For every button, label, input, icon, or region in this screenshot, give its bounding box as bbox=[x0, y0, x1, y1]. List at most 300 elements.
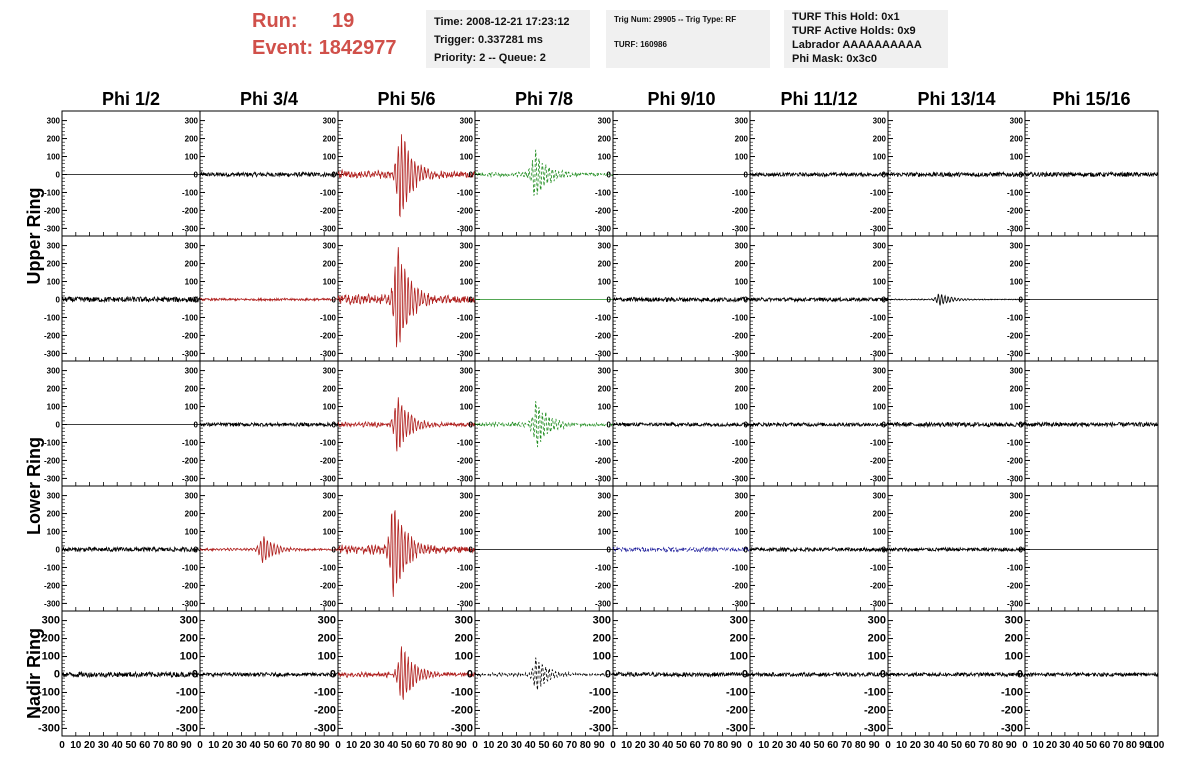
y-tick-label: -300 bbox=[594, 474, 611, 484]
y-tick-label: -300 bbox=[1006, 474, 1023, 484]
y-tick-label: -100 bbox=[181, 313, 198, 323]
y-tick-label: 200 bbox=[734, 134, 748, 144]
y-tick-label: -200 bbox=[313, 704, 336, 717]
y-tick-label: -200 bbox=[181, 206, 198, 216]
x-tick-label: 20 bbox=[84, 740, 96, 751]
x-tick-label: 60 bbox=[552, 740, 564, 751]
x-tick-label: 70 bbox=[566, 740, 578, 751]
labrador-text: Labrador AAAAAAAAAA bbox=[792, 39, 922, 51]
waveform-trace bbox=[750, 298, 888, 302]
y-tick-label: 200 bbox=[734, 509, 748, 519]
y-tick-label: 0 bbox=[55, 295, 60, 305]
column-header: Phi 15/16 bbox=[1052, 89, 1131, 109]
y-tick-label: -100 bbox=[319, 438, 336, 448]
y-tick-label: -100 bbox=[1006, 438, 1023, 448]
x-tick-label: 80 bbox=[304, 740, 316, 751]
y-tick-label: 300 bbox=[592, 614, 611, 627]
y-tick-label: -300 bbox=[588, 722, 611, 735]
y-tick-label: -200 bbox=[319, 206, 336, 216]
x-tick-label: 20 bbox=[634, 740, 646, 751]
y-tick-label: 200 bbox=[597, 509, 611, 519]
y-tick-label: -300 bbox=[869, 474, 886, 484]
y-tick-label: 300 bbox=[597, 241, 611, 251]
waveform-trace bbox=[613, 297, 750, 301]
waveform-trace bbox=[338, 247, 475, 347]
y-tick-label: 0 bbox=[1016, 668, 1023, 681]
y-tick-label: 100 bbox=[46, 152, 60, 162]
column-header: Phi 5/6 bbox=[377, 89, 436, 109]
x-tick-label: 90 bbox=[180, 740, 192, 751]
waveform-trace bbox=[613, 547, 750, 551]
y-tick-label: 200 bbox=[1009, 384, 1023, 394]
y-tick-label: 100 bbox=[872, 152, 886, 162]
y-tick-label: 300 bbox=[597, 491, 611, 501]
y-tick-label: 0 bbox=[743, 545, 748, 555]
y-tick-label: -200 bbox=[456, 456, 473, 466]
column-header: Phi 3/4 bbox=[239, 89, 299, 109]
waveform-trace bbox=[200, 536, 338, 563]
y-tick-label: 100 bbox=[322, 277, 336, 287]
y-tick-label: -300 bbox=[594, 599, 611, 609]
waveform-trace bbox=[62, 547, 200, 551]
y-tick-label: 0 bbox=[741, 668, 748, 681]
panel-frame bbox=[613, 486, 750, 611]
column-header: Phi 7/8 bbox=[514, 89, 574, 109]
x-tick-label: 20 bbox=[909, 740, 921, 751]
x-tick-label: 70 bbox=[1112, 740, 1124, 751]
y-tick-label: 100 bbox=[317, 650, 336, 663]
y-tick-label: -100 bbox=[594, 563, 611, 573]
waveform-trace bbox=[613, 423, 750, 427]
y-tick-label: 100 bbox=[322, 152, 336, 162]
y-tick-label: 300 bbox=[1009, 241, 1023, 251]
y-tick-label: 200 bbox=[322, 134, 336, 144]
y-tick-label: -100 bbox=[863, 686, 886, 699]
y-tick-label: 100 bbox=[46, 402, 60, 412]
phi-mask-text: Phi Mask: 0x3c0 bbox=[792, 53, 877, 65]
x-tick-label: 10 bbox=[1032, 740, 1044, 751]
y-tick-label: 300 bbox=[454, 614, 473, 627]
x-tick-label: 80 bbox=[442, 740, 454, 751]
y-tick-label: -100 bbox=[456, 313, 473, 323]
y-tick-label: 300 bbox=[322, 116, 336, 126]
y-tick-label: 200 bbox=[184, 384, 198, 394]
x-tick-label: 30 bbox=[373, 740, 385, 751]
y-tick-label: -200 bbox=[450, 704, 473, 717]
y-tick-label: 100 bbox=[597, 277, 611, 287]
turf-text: TURF: 160986 bbox=[614, 40, 667, 49]
y-tick-label: 100 bbox=[459, 152, 473, 162]
y-tick-label: 0 bbox=[606, 170, 611, 180]
y-tick-label: -300 bbox=[43, 599, 60, 609]
y-tick-label: 0 bbox=[331, 545, 336, 555]
y-tick-label: 300 bbox=[459, 366, 473, 376]
y-tick-label: -200 bbox=[319, 581, 336, 591]
y-tick-label: -100 bbox=[869, 188, 886, 198]
y-tick-label: -100 bbox=[1006, 188, 1023, 198]
x-tick-label: 50 bbox=[813, 740, 825, 751]
y-tick-label: 200 bbox=[597, 384, 611, 394]
y-tick-label: -100 bbox=[37, 686, 60, 699]
y-tick-label: 100 bbox=[1009, 152, 1023, 162]
y-tick-label: -300 bbox=[1006, 599, 1023, 609]
y-tick-label: -300 bbox=[594, 349, 611, 359]
y-tick-label: 200 bbox=[597, 259, 611, 269]
y-tick-label: 0 bbox=[1018, 170, 1023, 180]
y-tick-label: 200 bbox=[46, 509, 60, 519]
y-tick-label: 200 bbox=[459, 509, 473, 519]
column-header: Phi 13/14 bbox=[917, 89, 996, 109]
waveform-trace bbox=[200, 298, 338, 300]
waveform-trace bbox=[62, 297, 200, 302]
y-tick-label: -200 bbox=[869, 581, 886, 591]
x-tick-label: 60 bbox=[689, 740, 701, 751]
y-tick-label: 200 bbox=[1009, 259, 1023, 269]
y-tick-label: 200 bbox=[872, 384, 886, 394]
y-tick-label: -200 bbox=[731, 456, 748, 466]
y-tick-label: -300 bbox=[869, 599, 886, 609]
event-value: 1842977 bbox=[318, 37, 397, 59]
y-tick-label: 0 bbox=[743, 420, 748, 430]
x-tick-label: 20 bbox=[359, 740, 371, 751]
x-tick-label: 20 bbox=[1046, 740, 1058, 751]
x-tick-label: 70 bbox=[428, 740, 440, 751]
y-tick-label: 300 bbox=[46, 241, 60, 251]
x-tick-label: 30 bbox=[235, 740, 247, 751]
y-tick-label: 200 bbox=[184, 509, 198, 519]
x-tick-label: 30 bbox=[923, 740, 935, 751]
y-tick-label: 0 bbox=[606, 545, 611, 555]
y-tick-label: -100 bbox=[43, 188, 60, 198]
y-tick-label: -200 bbox=[43, 331, 60, 341]
y-tick-label: 200 bbox=[322, 259, 336, 269]
y-tick-label: 0 bbox=[468, 170, 473, 180]
waveform-trace bbox=[475, 401, 613, 447]
x-tick-label: 70 bbox=[703, 740, 715, 751]
y-tick-label: -100 bbox=[43, 563, 60, 573]
y-tick-label: -300 bbox=[43, 474, 60, 484]
y-tick-label: 0 bbox=[881, 545, 886, 555]
y-tick-label: 100 bbox=[597, 402, 611, 412]
y-tick-label: -100 bbox=[456, 438, 473, 448]
y-tick-label: 200 bbox=[46, 259, 60, 269]
y-tick-label: 100 bbox=[41, 650, 60, 663]
y-tick-label: -100 bbox=[1006, 563, 1023, 573]
y-tick-label: 100 bbox=[322, 527, 336, 537]
y-tick-label: 200 bbox=[867, 632, 886, 645]
y-tick-label: -100 bbox=[731, 438, 748, 448]
y-tick-label: 0 bbox=[55, 170, 60, 180]
y-tick-label: -100 bbox=[43, 313, 60, 323]
y-tick-label: -200 bbox=[869, 206, 886, 216]
y-tick-label: 100 bbox=[872, 277, 886, 287]
panel-frame bbox=[200, 236, 338, 361]
x-tick-label: 80 bbox=[717, 740, 729, 751]
y-tick-label: -300 bbox=[319, 599, 336, 609]
y-tick-label: -100 bbox=[869, 313, 886, 323]
x-tick-label: 70 bbox=[153, 740, 165, 751]
y-tick-label: -200 bbox=[1006, 581, 1023, 591]
y-tick-label: 300 bbox=[734, 366, 748, 376]
y-tick-label: 100 bbox=[734, 152, 748, 162]
waveform-trace bbox=[888, 422, 1025, 426]
x-tick-label: 50 bbox=[125, 740, 137, 751]
x-tick-label: 10 bbox=[346, 740, 358, 751]
y-tick-label: 0 bbox=[193, 295, 198, 305]
y-tick-label: -200 bbox=[863, 704, 886, 717]
y-tick-label: -100 bbox=[731, 313, 748, 323]
y-tick-label: 200 bbox=[454, 632, 473, 645]
y-tick-label: 100 bbox=[872, 527, 886, 537]
y-tick-label: -100 bbox=[313, 686, 336, 699]
panel-frame bbox=[62, 111, 200, 236]
y-tick-label: -300 bbox=[181, 349, 198, 359]
x-tick-label: 90 bbox=[318, 740, 330, 751]
y-tick-label: 100 bbox=[734, 527, 748, 537]
y-tick-label: 0 bbox=[604, 668, 611, 681]
y-tick-label: -200 bbox=[731, 331, 748, 341]
y-tick-label: -100 bbox=[725, 686, 748, 699]
x-tick-label: 20 bbox=[772, 740, 784, 751]
x-tick-label: 90 bbox=[1139, 740, 1151, 751]
row-label: Upper Ring bbox=[24, 187, 44, 285]
x-tick-label: 50 bbox=[950, 740, 963, 751]
y-tick-label: 0 bbox=[191, 668, 198, 681]
waveform-trace bbox=[475, 150, 613, 196]
y-tick-label: 200 bbox=[41, 632, 60, 645]
y-tick-label: 300 bbox=[867, 614, 886, 627]
y-tick-label: 300 bbox=[1009, 366, 1023, 376]
waveform-trace bbox=[338, 397, 475, 451]
y-tick-label: 0 bbox=[743, 170, 748, 180]
y-tick-label: 0 bbox=[1018, 545, 1023, 555]
waveform-trace bbox=[1025, 422, 1158, 426]
y-tick-label: 300 bbox=[734, 241, 748, 251]
y-tick-label: 0 bbox=[606, 420, 611, 430]
y-tick-label: 0 bbox=[468, 545, 473, 555]
x-tick-label: 40 bbox=[937, 740, 949, 751]
y-tick-label: -100 bbox=[181, 188, 198, 198]
y-tick-label: -300 bbox=[731, 474, 748, 484]
y-tick-label: -200 bbox=[37, 704, 60, 717]
y-tick-label: 100 bbox=[1009, 527, 1023, 537]
x-tick-label: 30 bbox=[1059, 740, 1071, 751]
panel-frame bbox=[475, 486, 613, 611]
y-tick-label: 0 bbox=[331, 420, 336, 430]
x-tick-label: 0 bbox=[59, 740, 65, 751]
y-tick-label: 100 bbox=[597, 527, 611, 537]
y-tick-label: -200 bbox=[181, 456, 198, 466]
y-tick-label: 0 bbox=[55, 420, 60, 430]
y-tick-label: -200 bbox=[43, 456, 60, 466]
y-tick-label: 200 bbox=[46, 384, 60, 394]
y-tick-label: -100 bbox=[181, 438, 198, 448]
y-tick-label: 200 bbox=[872, 509, 886, 519]
waveform-trace bbox=[888, 673, 1025, 677]
y-tick-label: 100 bbox=[459, 527, 473, 537]
panel-frame bbox=[1025, 486, 1158, 611]
y-tick-label: -300 bbox=[456, 224, 473, 234]
x-tick-label: 80 bbox=[1125, 740, 1137, 751]
y-tick-label: -100 bbox=[594, 438, 611, 448]
y-tick-label: 200 bbox=[322, 384, 336, 394]
waveform-trace bbox=[750, 173, 888, 177]
x-tick-label: 100 bbox=[1147, 740, 1165, 751]
x-tick-label: 10 bbox=[621, 740, 633, 751]
waveform-trace bbox=[200, 172, 338, 176]
panel-frame bbox=[1025, 236, 1158, 361]
y-tick-label: -200 bbox=[456, 206, 473, 216]
x-tick-label: 50 bbox=[538, 740, 550, 751]
y-tick-label: 0 bbox=[879, 668, 886, 681]
x-tick-label: 40 bbox=[799, 740, 811, 751]
y-tick-label: 300 bbox=[872, 116, 886, 126]
priority-text: Priority: 2 -- Queue: 2 bbox=[434, 52, 546, 64]
y-tick-label: -100 bbox=[319, 563, 336, 573]
y-tick-label: 0 bbox=[193, 170, 198, 180]
y-tick-label: -100 bbox=[594, 313, 611, 323]
y-tick-label: -200 bbox=[725, 704, 748, 717]
panel-frame bbox=[475, 236, 613, 361]
y-tick-label: 0 bbox=[606, 295, 611, 305]
waveform-trace bbox=[62, 672, 200, 677]
y-tick-label: -200 bbox=[456, 581, 473, 591]
x-tick-label: 10 bbox=[758, 740, 770, 751]
y-tick-label: -300 bbox=[456, 474, 473, 484]
y-tick-label: 100 bbox=[46, 277, 60, 287]
y-tick-label: 100 bbox=[184, 277, 198, 287]
time-text: Time: 2008-12-21 17:23:12 bbox=[434, 16, 570, 28]
y-tick-label: 200 bbox=[734, 384, 748, 394]
y-tick-label: 300 bbox=[184, 116, 198, 126]
y-tick-label: 200 bbox=[459, 384, 473, 394]
x-tick-label: 10 bbox=[483, 740, 495, 751]
waveform-trace bbox=[338, 510, 475, 597]
waveform-trace bbox=[1025, 172, 1158, 176]
y-tick-label: -200 bbox=[1006, 331, 1023, 341]
x-tick-label: 90 bbox=[868, 740, 880, 751]
y-tick-label: 100 bbox=[597, 152, 611, 162]
y-tick-label: 300 bbox=[734, 491, 748, 501]
x-tick-label: 70 bbox=[291, 740, 303, 751]
y-tick-label: 200 bbox=[872, 259, 886, 269]
y-tick-label: -300 bbox=[731, 349, 748, 359]
y-tick-label: -200 bbox=[1006, 206, 1023, 216]
x-tick-label: 0 bbox=[472, 740, 478, 751]
y-tick-label: -300 bbox=[181, 599, 198, 609]
y-tick-label: 200 bbox=[1009, 509, 1023, 519]
waveform-trace bbox=[200, 673, 338, 677]
x-tick-label: 30 bbox=[785, 740, 797, 751]
column-header: Phi 11/12 bbox=[780, 89, 858, 109]
y-tick-label: 300 bbox=[184, 366, 198, 376]
y-tick-label: -100 bbox=[456, 563, 473, 573]
x-tick-label: 60 bbox=[964, 740, 976, 751]
y-tick-label: -300 bbox=[43, 224, 60, 234]
y-tick-label: 0 bbox=[881, 170, 886, 180]
x-tick-label: 50 bbox=[1085, 740, 1098, 751]
waveform-trace bbox=[888, 294, 1025, 306]
x-tick-label: 0 bbox=[335, 740, 341, 751]
y-tick-label: 300 bbox=[322, 366, 336, 376]
y-tick-label: 300 bbox=[1009, 491, 1023, 501]
y-tick-label: 0 bbox=[329, 668, 336, 681]
y-tick-label: -300 bbox=[181, 474, 198, 484]
y-tick-label: 0 bbox=[193, 420, 198, 430]
y-tick-label: -300 bbox=[1006, 349, 1023, 359]
y-tick-label: 200 bbox=[179, 632, 198, 645]
event-label: Event: bbox=[252, 37, 314, 59]
y-tick-label: 300 bbox=[322, 241, 336, 251]
y-tick-label: 200 bbox=[872, 134, 886, 144]
x-tick-label: 60 bbox=[414, 740, 426, 751]
y-tick-label: 100 bbox=[184, 402, 198, 412]
y-tick-label: 200 bbox=[729, 632, 748, 645]
y-tick-label: -100 bbox=[1006, 313, 1023, 323]
y-tick-label: 200 bbox=[1004, 632, 1023, 645]
y-tick-label: -300 bbox=[319, 474, 336, 484]
y-tick-label: -100 bbox=[181, 563, 198, 573]
y-tick-label: -300 bbox=[869, 224, 886, 234]
y-tick-label: 100 bbox=[46, 527, 60, 537]
x-tick-label: 40 bbox=[524, 740, 536, 751]
x-tick-label: 60 bbox=[1099, 740, 1111, 751]
x-tick-label: 70 bbox=[978, 740, 990, 751]
y-tick-label: 200 bbox=[597, 134, 611, 144]
y-tick-label: 300 bbox=[872, 366, 886, 376]
y-tick-label: -200 bbox=[594, 206, 611, 216]
y-tick-label: -300 bbox=[450, 722, 473, 735]
x-tick-label: 40 bbox=[249, 740, 261, 751]
x-tick-label: 10 bbox=[70, 740, 82, 751]
x-tick-label: 10 bbox=[208, 740, 220, 751]
y-tick-label: -200 bbox=[181, 581, 198, 591]
y-tick-label: 0 bbox=[466, 668, 473, 681]
y-tick-label: -300 bbox=[731, 224, 748, 234]
y-tick-label: -300 bbox=[175, 722, 198, 735]
y-tick-label: 0 bbox=[881, 420, 886, 430]
column-header: Phi 1/2 bbox=[101, 89, 161, 109]
y-tick-label: 200 bbox=[317, 632, 336, 645]
y-tick-label: 300 bbox=[41, 614, 60, 627]
y-tick-label: -100 bbox=[731, 188, 748, 198]
y-tick-label: 200 bbox=[46, 134, 60, 144]
y-tick-label: 300 bbox=[46, 116, 60, 126]
waveform-trace bbox=[613, 672, 750, 676]
y-tick-label: -100 bbox=[43, 438, 60, 448]
y-tick-label: -300 bbox=[313, 722, 336, 735]
y-tick-label: -300 bbox=[43, 349, 60, 359]
y-tick-label: 200 bbox=[184, 134, 198, 144]
y-tick-label: 0 bbox=[468, 295, 473, 305]
y-tick-label: -200 bbox=[588, 704, 611, 717]
y-tick-label: 300 bbox=[179, 614, 198, 627]
x-tick-label: 30 bbox=[648, 740, 660, 751]
x-tick-label: 40 bbox=[111, 740, 123, 751]
waveform-trace bbox=[200, 423, 338, 427]
run-label: Run: bbox=[252, 10, 298, 32]
x-tick-label: 90 bbox=[730, 740, 742, 751]
y-tick-label: 0 bbox=[331, 295, 336, 305]
x-tick-label: 90 bbox=[455, 740, 467, 751]
x-tick-label: 60 bbox=[139, 740, 151, 751]
y-tick-label: 100 bbox=[592, 650, 611, 663]
x-tick-label: 20 bbox=[222, 740, 234, 751]
y-tick-label: -300 bbox=[869, 349, 886, 359]
y-tick-label: -300 bbox=[731, 599, 748, 609]
y-tick-label: -200 bbox=[175, 704, 198, 717]
x-tick-label: 0 bbox=[747, 740, 753, 751]
